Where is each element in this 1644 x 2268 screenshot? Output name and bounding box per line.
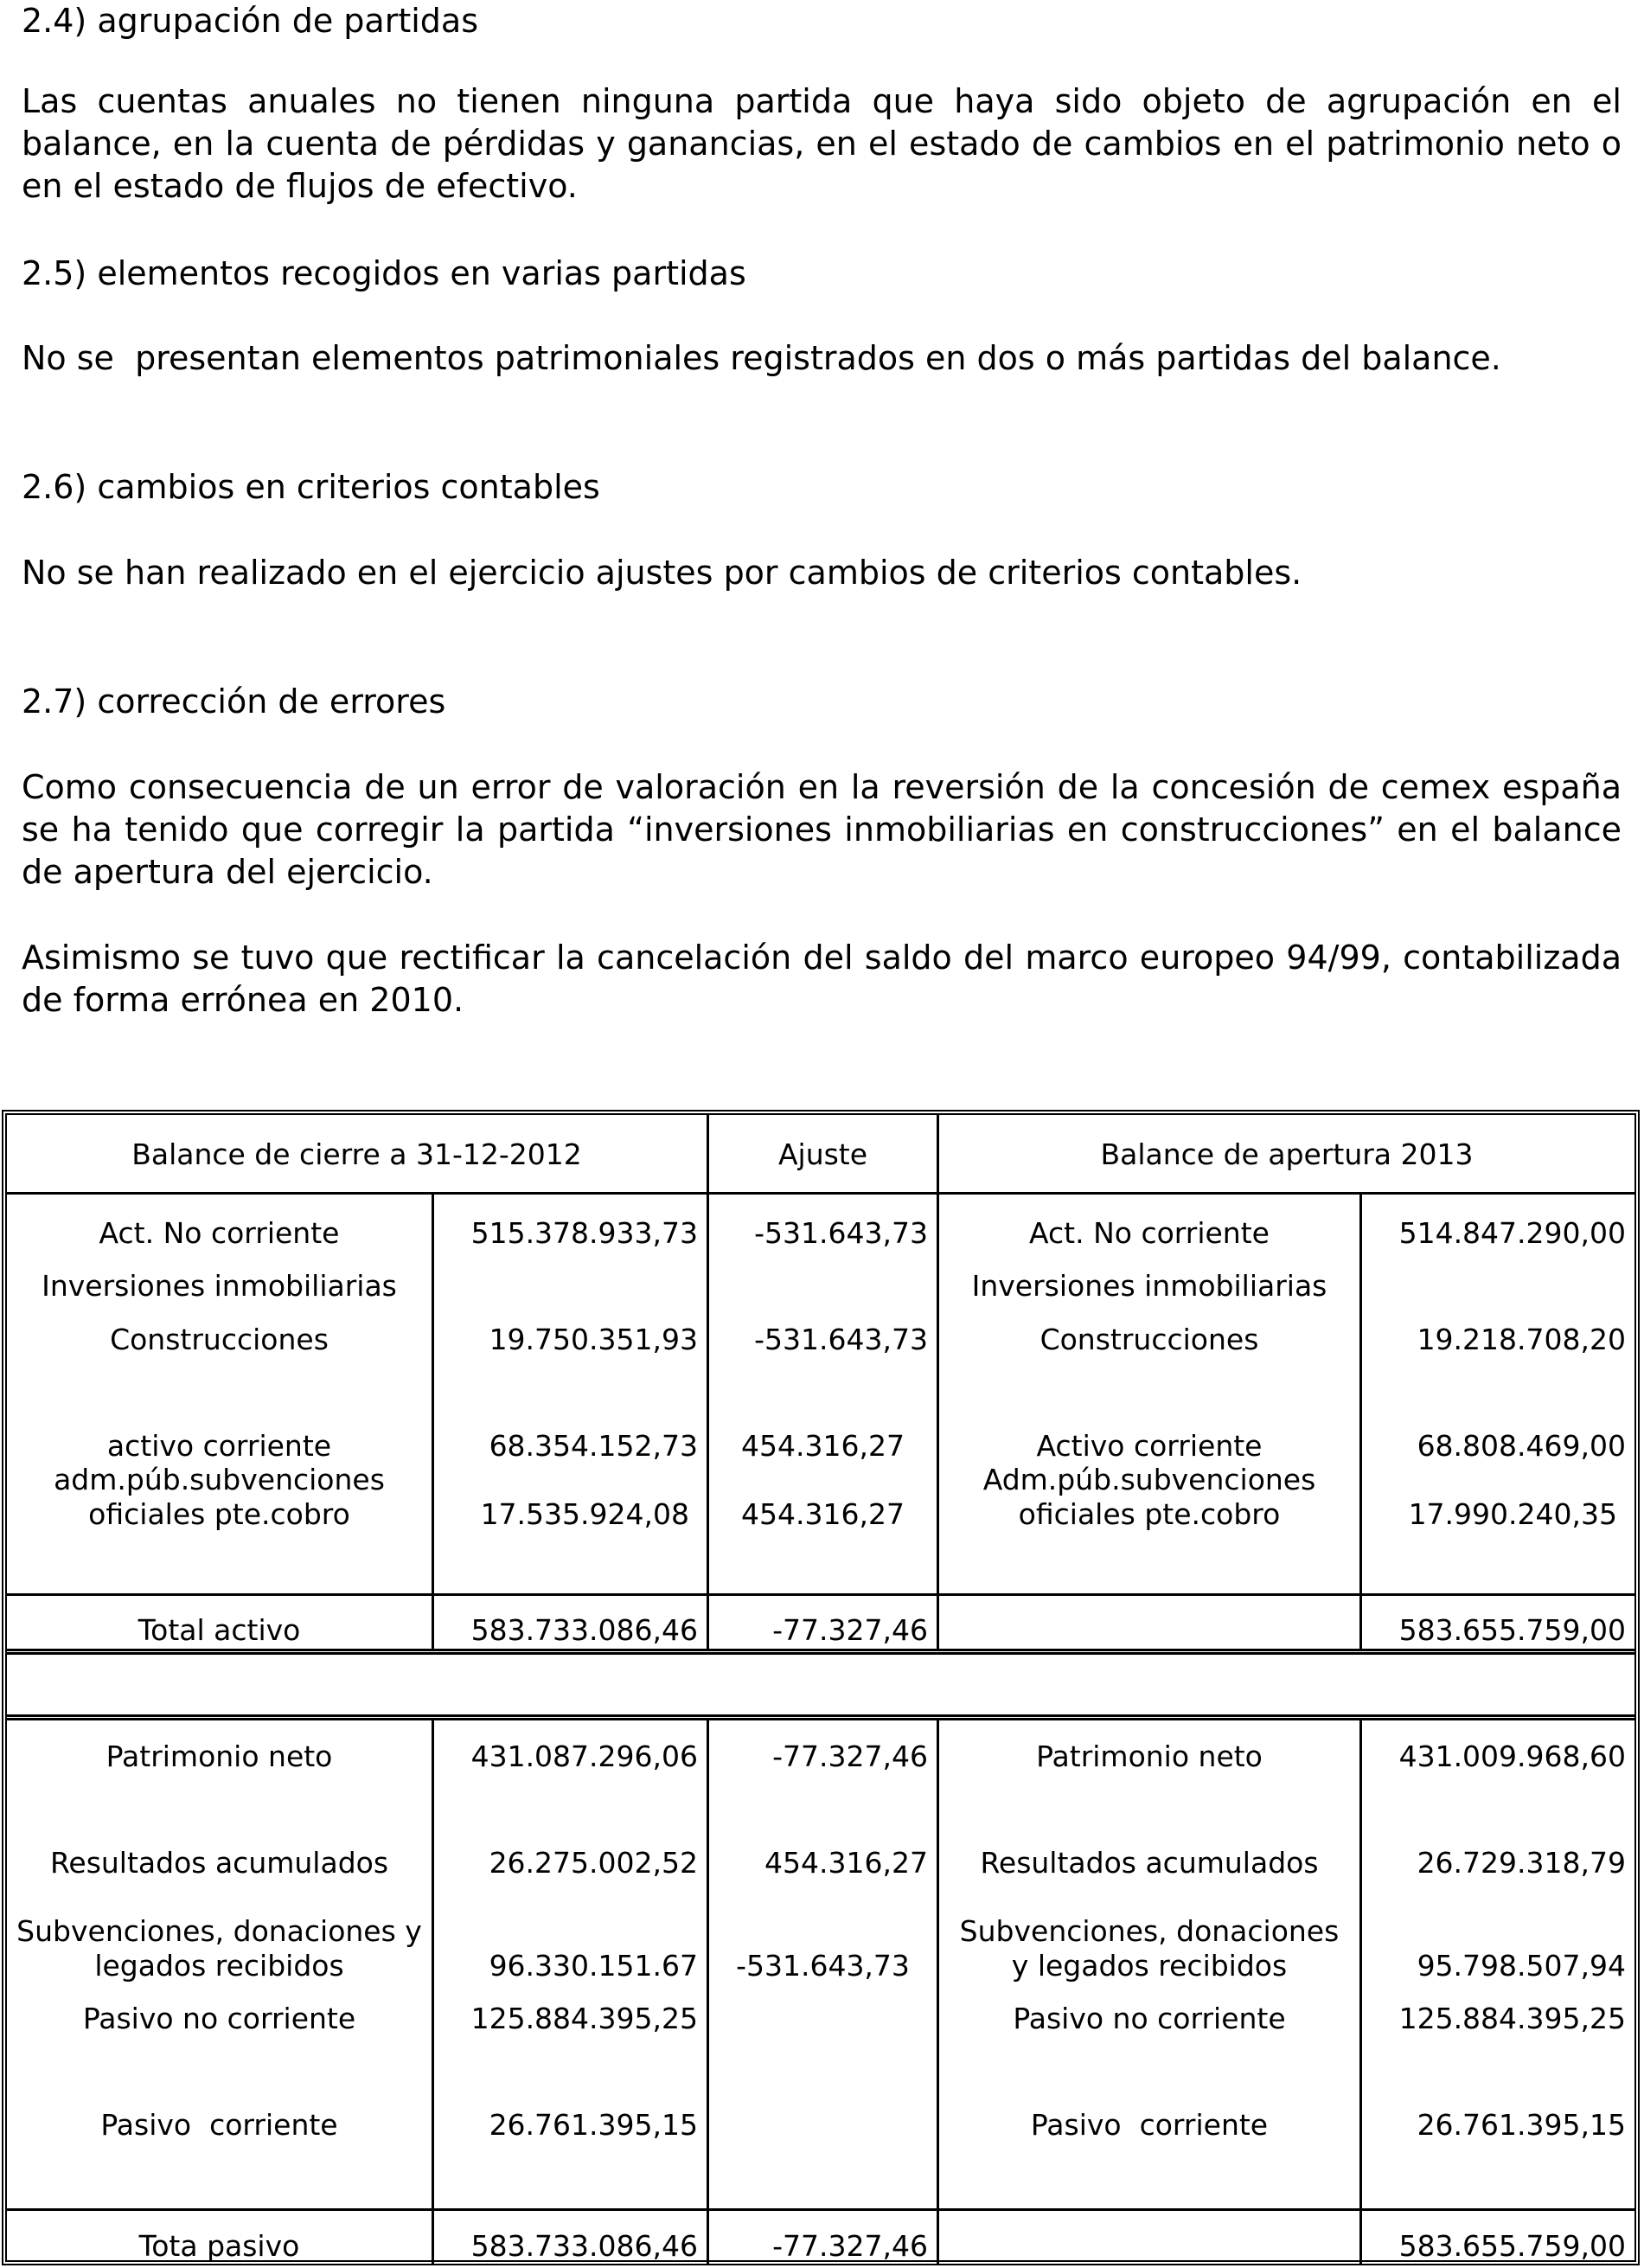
table-column-line: [432, 1195, 434, 1651]
section-2-4-text: Las cuentas anuales no tienen ninguna partida que haya sido objeto de agrupación en el balance, en la cuenta de pérdidas y ganancias, en el estado de cambios en el patrimonio neto o en el estado de flujos de efectivo.: [22, 82, 1633, 205]
total-assets-label: Total activo: [138, 1613, 301, 1647]
table-double-divider: [7, 1649, 1634, 1655]
row-label: Patrimonio neto: [1036, 1739, 1263, 1773]
section-2-7-text-1: Como consecuencia de un error de valoración en la reversión de la concesión de cemex españa se ha tenido que corregir la partida “inversiones inmobiliarias en construcciones” en el balance de apertura del ejercicio.: [22, 768, 1633, 891]
row-label: Pasivo corriente: [1030, 2108, 1269, 2142]
total-liabilities-closing: 583.733.086,46: [470, 2229, 698, 2263]
row-adjustment: -531.643,73: [736, 1949, 910, 1983]
row-adjustment: 454.316,27: [741, 1429, 905, 1463]
section-2-6-heading: 2.6) cambios en criterios contables: [22, 468, 600, 506]
row-value: 96.330.151.67: [489, 1949, 698, 1983]
table-column-line: [432, 1719, 434, 2265]
row-label: Patrimonio neto: [106, 1739, 333, 1773]
table-divider: [7, 1192, 1634, 1195]
row-label: oficiales pte.cobro: [1018, 1497, 1281, 1531]
row-value: 17.990.240,35: [1408, 1497, 1617, 1531]
header-closing-balance: Balance de cierre a 31-12-2012: [131, 1137, 582, 1171]
row-value: 515.378.933,73: [470, 1216, 698, 1250]
row-label: Construcciones: [1039, 1323, 1259, 1356]
row-value: 68.808.469,00: [1417, 1429, 1626, 1463]
row-value: 95.798.507,94: [1417, 1949, 1626, 1983]
section-2-5-text: No se presentan elementos patrimoniales registrados en dos o más partidas del balance.: [22, 339, 1501, 377]
row-label: Resultados acumulados: [49, 1846, 389, 1880]
balance-correction-table: [2, 1110, 1640, 2265]
table-divider: [7, 1593, 1634, 1596]
section-2-6-text: No se han realizado en el ejercicio ajustes por cambios de criterios contables.: [22, 554, 1302, 592]
row-label: Inversiones inmobiliarias: [971, 1269, 1327, 1303]
row-label: Act. No corriente: [99, 1216, 340, 1250]
table-column-line: [707, 1719, 709, 2265]
table-column-line: [1359, 1719, 1362, 2265]
row-adjustment: -531.643,73: [754, 1216, 928, 1250]
total-assets-adjustment: -77.327,46: [772, 1613, 928, 1647]
row-adjustment: -77.327,46: [772, 1739, 928, 1773]
row-label: Act. No corriente: [1029, 1216, 1270, 1250]
total-assets-opening: 583.655.759,00: [1398, 1613, 1626, 1647]
row-value: 68.354.152,73: [489, 1429, 698, 1463]
table-double-divider: [7, 1714, 1634, 1720]
total-liabilities-label: Tota pasivo: [138, 2229, 300, 2263]
row-value: 19.750.351,93: [489, 1323, 698, 1356]
row-value: 514.847.290,00: [1398, 1216, 1626, 1250]
table-divider: [7, 2208, 1634, 2211]
row-label: Activo corriente: [1036, 1429, 1263, 1463]
row-label: adm.púb.subvenciones: [54, 1463, 385, 1496]
header-opening-balance: Balance de apertura 2013: [1100, 1137, 1474, 1171]
row-value: 26.761.395,15: [489, 2108, 698, 2142]
row-label: Subvenciones, donaciones y: [16, 1914, 422, 1948]
row-label: Pasivo no corriente: [82, 2002, 356, 2035]
row-label: Pasivo corriente: [100, 2108, 338, 2142]
row-value: 17.535.924,08: [480, 1497, 689, 1531]
row-value: 19.218.708,20: [1417, 1323, 1626, 1356]
row-adjustment: -531.643,73: [754, 1323, 928, 1356]
total-liabilities-opening: 583.655.759,00: [1398, 2229, 1626, 2263]
row-label: Adm.púb.subvenciones: [982, 1463, 1316, 1496]
header-adjustment: Ajuste: [777, 1137, 868, 1171]
row-value: 431.009.968,60: [1398, 1739, 1626, 1773]
row-label: legados recibidos: [94, 1949, 344, 1983]
row-value: 125.884.395,25: [1398, 2002, 1626, 2035]
row-value: 26.729.318,79: [1417, 1846, 1626, 1880]
row-label: Pasivo no corriente: [1013, 2002, 1286, 2035]
section-2-7-heading: 2.7) corrección de errores: [22, 682, 446, 721]
section-2-5-heading: 2.5) elementos recogidos en varias partidas: [22, 254, 746, 292]
row-adjustment: 454.316,27: [764, 1846, 928, 1880]
row-adjustment: 454.316,27: [741, 1497, 905, 1531]
row-value: 125.884.395,25: [470, 2002, 698, 2035]
total-assets-closing: 583.733.086,46: [470, 1613, 698, 1647]
row-label: activo corriente: [106, 1429, 332, 1463]
row-label: Subvenciones, donaciones: [959, 1914, 1340, 1948]
row-label: Inversiones inmobiliarias: [42, 1269, 397, 1303]
total-liabilities-adjustment: -77.327,46: [772, 2229, 928, 2263]
row-label: Construcciones: [110, 1323, 329, 1356]
table-column-line: [937, 1719, 939, 2265]
row-value: 26.761.395,15: [1417, 2108, 1626, 2142]
table-column-line: [707, 1195, 709, 1651]
section-2-4-heading: 2.4) agrupación de partidas: [22, 2, 478, 40]
row-label: oficiales pte.cobro: [88, 1497, 350, 1531]
table-column-line: [1359, 1195, 1362, 1651]
row-label: Resultados acumulados: [980, 1846, 1319, 1880]
table-column-line: [937, 1195, 939, 1651]
row-label: y legados recibidos: [1011, 1949, 1288, 1983]
row-value: 431.087.296,06: [470, 1739, 698, 1773]
section-2-7-text-2: Asimismo se tuvo que rectificar la cancelación del saldo del marco europeo 94/99, contabilizada de forma errónea en 2010.: [22, 939, 1633, 1019]
row-value: 26.275.002,52: [489, 1846, 698, 1880]
